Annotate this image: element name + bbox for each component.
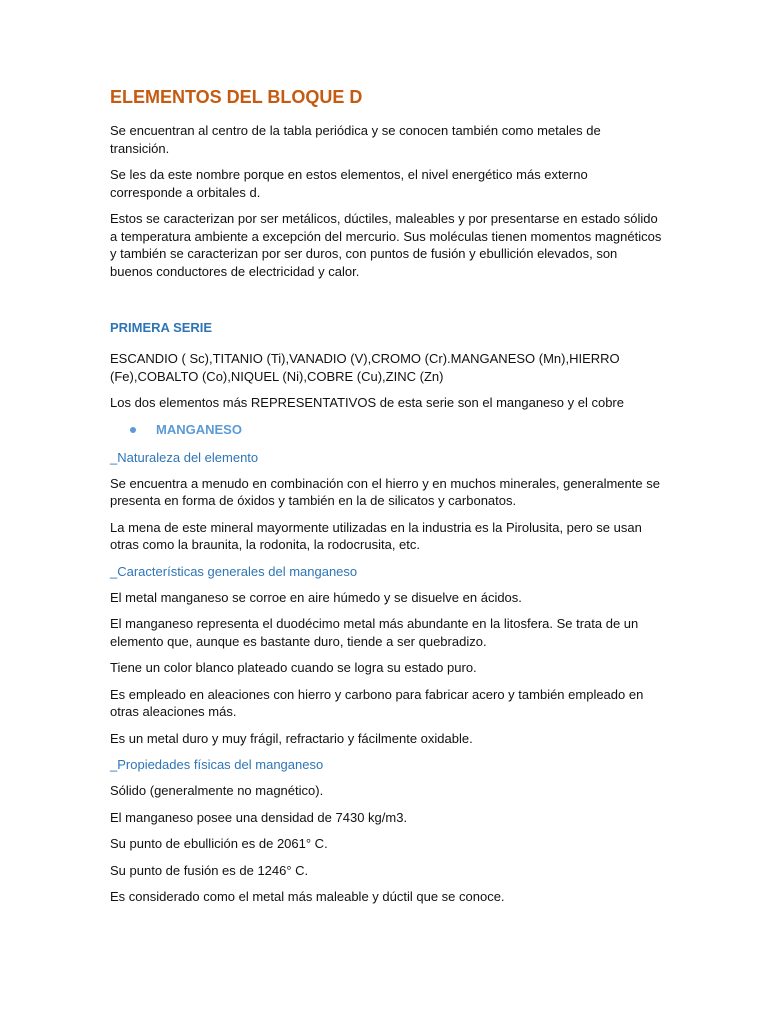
spacer (110, 289, 662, 319)
series-elements-paragraph: ESCANDIO ( Sc),TITANIO (Ti),VANADIO (V),CROMO (Cr).MANGANESO (Mn),HIERRO (Fe),COBALTO (Co),NIQUEL (Ni),COBRE (Cu),ZINC (Zn) (110, 351, 620, 384)
bullet-label: MANGANESO (156, 422, 242, 437)
series-heading: PRIMERA SERIE (110, 320, 213, 335)
document-body (110, 86, 662, 915)
section-heading-nature: _Naturaleza del elemento (110, 449, 259, 465)
characteristics-paragraph-2: El manganeso representa el duodécimo metal más abundante en la litosfera. Se trata de un elemento que, aunque es bastante duro, tiende a ser quebradizo. (110, 616, 639, 649)
properties-paragraph-3: Su punto de ebullición es de 2061° C. (110, 836, 328, 851)
bullet-dot-icon (130, 427, 136, 433)
characteristics-paragraph-1: El metal manganeso se corroe en aire húmedo y se disuelve en ácidos. (110, 589, 522, 605)
intro-paragraph-2: Se les da este nombre porque en estos elementos, el nivel energético más externo corresponde a orbitales d. (110, 167, 588, 200)
series-representative-paragraph: Los dos elementos más REPRESENTATIVOS de esta serie son el manganeso y el cobre (110, 395, 624, 410)
properties-paragraph-5: Es considerado como el metal más maleable y dúctil que se conoce. (110, 889, 505, 904)
document-title: ELEMENTOS DEL BLOQUE D (110, 87, 363, 107)
nature-paragraph-2: La mena de este mineral mayormente utilizadas en la industria es la Pirolusita, pero se usan otras como la braunita, la rodonita, la rodocrusita, etc. (110, 519, 642, 552)
intro-paragraph-3: Estos se caracterizan por ser metálicos, dúctiles, maleables y por presentarse en estado sólido a temperatura ambiente a excepción del mercurio. Sus moléculas tienen momentos magnéticos y también se caracterizan por ser duros, con puntos de fusión y ebullición elevados, son buenos conductores de electricidad y calor. (110, 211, 662, 279)
characteristics-paragraph-5: Es un metal duro y muy frágil, refractario y fácilmente oxidable. (110, 730, 473, 746)
properties-paragraph-1: Sólido (generalmente no magnético). (110, 783, 324, 798)
characteristics-paragraph-3: Tiene un color blanco plateado cuando se logra su estado puro. (110, 660, 477, 675)
characteristics-paragraph-4: Es empleado en aleaciones con hierro y carbono para fabricar acero y también empleado en otras aleaciones más. (110, 686, 644, 719)
bullet-item-manganeso (110, 421, 662, 439)
section-heading-characteristics: _Características generales del manganeso (110, 563, 358, 579)
section-heading-properties: _Propiedades físicas del manganeso (110, 757, 324, 772)
properties-paragraph-2: El manganeso posee una densidad de 7430 kg/m3. (110, 809, 408, 825)
nature-paragraph-1: Se encuentra a menudo en combinación con el hierro y en muchos minerales, generalmente se presenta en forma de óxidos y también en la de silicatos y carbonatos. (110, 475, 660, 508)
properties-paragraph-4: Su punto de fusión es de 1246° C. (110, 862, 309, 878)
intro-paragraph-1: Se encuentran al centro de la tabla periódica y se conocen también como metales de transición. (110, 123, 601, 156)
